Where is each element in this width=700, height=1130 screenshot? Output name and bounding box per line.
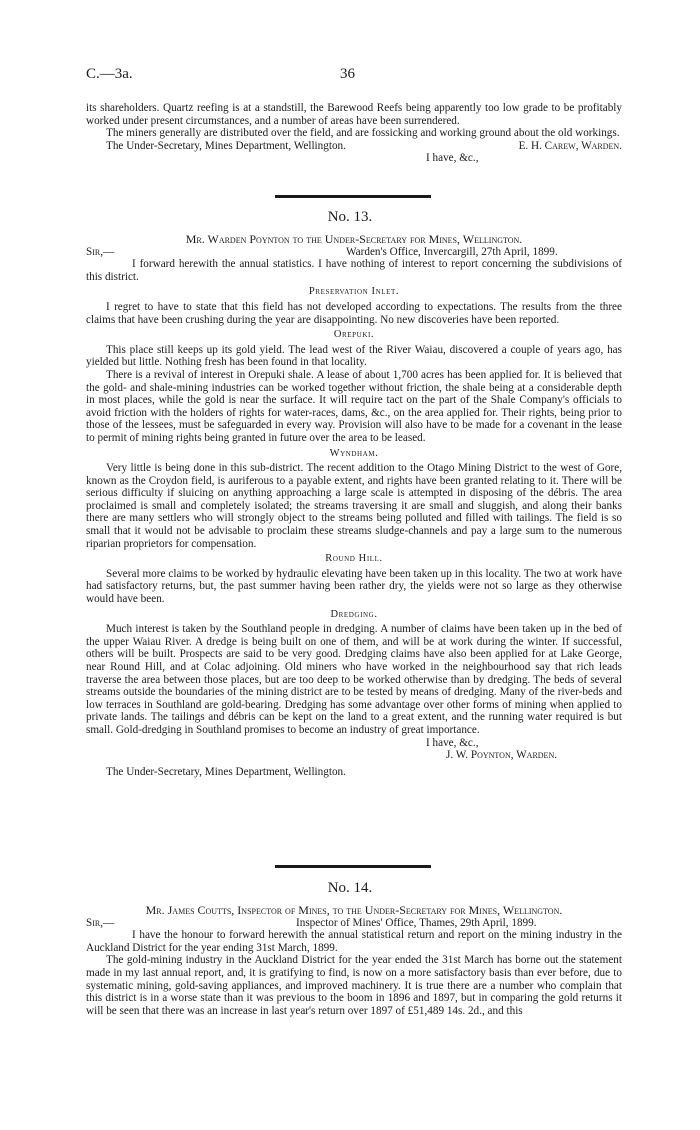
paragraph: Very little is being done in this sub-district. The recent addition to the Otago Mining District to the west of Gore, known as the Croydon field, is auriferous to a payable extent, and rights have been granted relating to it. There will be serious difficulty if sluicing on anything approaching a large scale is attempted in disposing of the débris. The area proclaimed is small and completely isolated; the streams traversing it are small and sluggish, and along their banks there are many settlers who will strongly object to the streams being polluted and filled with tailings. The field is so small that it would not be advisable to proclaim these streams sludge-channels and pay a large sum to the numerous riparian proprietors for compensation. [86,462,622,550]
salutation: Sir,— [86,245,115,258]
paragraph: Several more claims to be worked by hydraulic elevating have been taken up in this locality. The two at work have had satisfactory returns, but, the past summer having been rather dry, the yields were not so large as they otherwise would have been. [86,567,622,606]
signature: J. W. Poynton, Warden. [446,749,558,762]
section-heading: Round Hill. [325,553,383,565]
signature: E. H. Carew, Warden. [518,139,622,152]
salutation: Sir,— [86,916,115,929]
paragraph: This place still keeps up its gold yield. The lead west of the River Waiau, discovered a couple of years ago, has yielded but little. Nothing fresh has been found in that locality. [86,343,622,369]
paragraph: There is a revival of interest in Orepuki shale. A lease of about 1,700 acres has been applied for. It is believed that the gold- and shale-mining industries can be worked together without friction, the shale being at a considerable depth in most places, while the gold is near the surface. It will require tact on the part of the Shale Company's officials to avoid friction with the holders of rights for water-races, dams, &c., on the area applied for. Their rights, being prior to those of the lessees, must be safeguarded in every way. Provision will also have to be made for a covenant in the lease to permit of mining rights being granted in future over the area to be leased. [86,368,622,444]
letter-title: Mr. Warden Poynton to the Under-Secretary for Mines, Wellington. [185,232,523,246]
closing: I have, &c., [426,736,479,749]
intro-paragraph: I forward herewith the annual statistics. I have nothing of interest to report concerning the subdivisions of this district. [86,258,622,283]
section-heading: Wyndham. [329,447,379,459]
paragraph: its shareholders. Quartz reefing is at a standstill, the Barewood Reefs being apparently too low grade to be profitably worked under present circumstances, and a number of areas have been surrendered. [86,102,622,127]
document-reference: C.—3a. [86,66,133,82]
section-heading: Preservation Inlet. [308,286,400,298]
letter-13 [86,233,622,778]
letter-14 [86,904,622,1017]
page-number: 36 [340,66,355,82]
place-date: Inspector of Mines' Office, Thames, 29th April, 1899. [296,916,537,929]
letter-number: No. 13. [327,209,373,225]
section-heading: Dredging. [330,608,378,620]
section-divider [275,195,431,198]
letter-title: Mr. James Coutts, Inspector of Mines, to the Under-Secretary for Mines, Wellington. [145,903,563,917]
paragraph: Much interest is taken by the Southland people in dredging. A number of claims have been taken up in the bed of the upper Waiau River. A dredge is being built on one of them, and will be at work during the winter. If successful, others will be built. Prospects are said to be very good. Dredging claims have also been applied for at Lake George, near Round Hill, and at Colac adjoining. Old miners who have worked in the neighbourhood say that rich leads traverse the area between those places, but are too deep to be worked otherwise than by dredging. The beds of several streams outside the boundaries of the mining district are to be tested by means of dredging. Many of the river-beds and low terraces in Southland are gold-bearing. Dredging has some advantage over other forms of mining when applied to private lands. The tailings and débris can be kept on the land to a great extent, and the running water required is but small. Gold-dredging in Southland promises to become an industry of great importance. [86,623,622,736]
section-heading: Orepuki. [333,329,375,341]
paragraph: The gold-mining industry in the Auckland District for the year ended the 31st March has borne out the statement made in my last annual report, and, it is gratifying to find, is now on a more satisfactory basis than ever before, due to systematic mining, gold-saving appliances, and improved machinery. It is true there are a number who complain that this district is in a worse state than it was previous to the boom in 1896 and 1897, but in comparing the gold returns it will be seen that there was an increase in last year's return over 1897 of £51,489 14s. 2d., and this [86,954,622,1017]
paragraph: The miners generally are distributed over the field, and are fossicking and working ground about the old workings. [106,127,620,140]
place-date: Warden's Office, Invercargill, 27th April, 1899. [346,245,558,258]
letter-number: No. 14. [327,880,373,896]
paragraph: I regret to have to state that this field has not developed according to expectations. The results from the three claims that have been crushing during the year are disappointing. No new discoveries have been reported. [86,300,622,326]
section-divider [275,865,431,868]
closing: I have, &c., [426,152,479,164]
addressee: The Under-Secretary, Mines Department, Wellington. [106,139,346,152]
intro-paragraph: I have the honour to forward herewith the annual statistical return and report on the mining industry in the Auckland District for the year ending 31st March, 1899. [86,929,622,954]
previous-report [86,102,622,152]
addressee: The Under-Secretary, Mines Department, Wellington. [106,765,346,778]
